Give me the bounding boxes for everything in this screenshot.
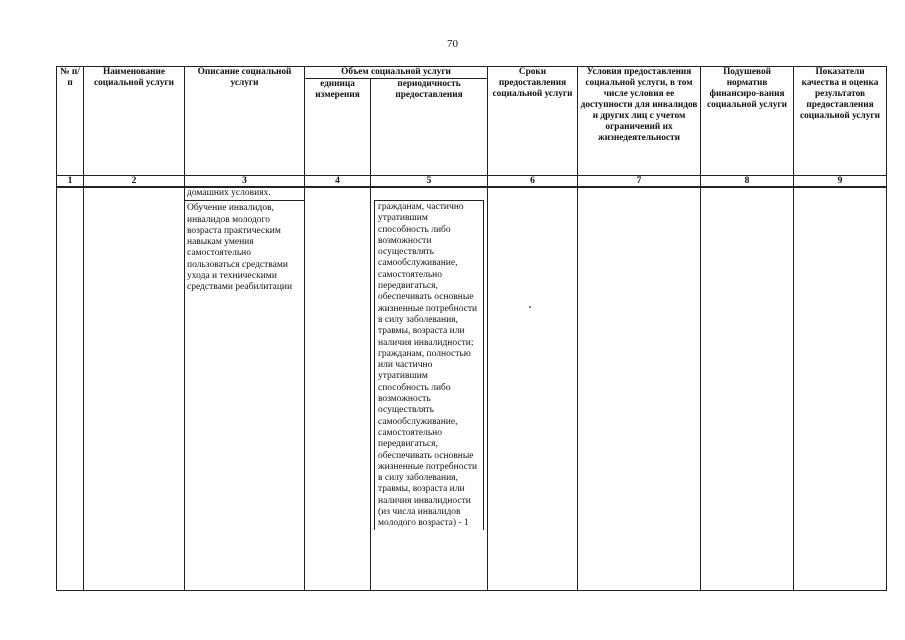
column-number: 3 [185,176,305,188]
description-continuation: домашних условиях. [185,188,304,201]
header-quality-indicators: Показатели качества и оценка результатов предоставления социальной услуги [794,67,887,176]
scan-speck [529,306,531,308]
cell-periodicity [371,187,488,591]
header-service-description: Описание социальной услуги [185,67,305,176]
header-row-top [57,67,887,79]
table-row [57,187,887,591]
column-number: 9 [794,176,887,188]
cell-service-description [185,187,305,591]
column-number: 2 [84,176,185,188]
cell-financing-norm [701,187,794,591]
header-service-name: Наименование социальной услуги [84,67,185,176]
header-number: № п/п [57,67,84,176]
column-number: 6 [488,176,578,188]
cell-unit [305,187,371,591]
header-periodicity: периодичность предоставления [371,79,488,176]
column-number: 8 [701,176,794,188]
cell-terms [488,187,578,591]
header-terms: Сроки предоставления социальной услуги [488,67,578,176]
column-number: 1 [57,176,84,188]
cell-quality-indicators [794,187,887,591]
column-number: 5 [371,176,488,188]
header-conditions: Условия предоставления социальной услуги, в том числе условия ее доступности для инвалидов и других лиц с учетом ограничений их жизнедеятельности [578,67,701,176]
column-number: 7 [578,176,701,188]
column-number: 4 [305,176,371,188]
cell-service-name [84,187,185,591]
header-unit: единица измерения [305,79,371,176]
description-text: Обучение инвалидов, инвалидов молодого возраста практическим навыкам умения самостоятельно пользоваться средствами ухода и техническими средствами реабилитации [187,203,293,293]
periodicity-text: гражданам, частично утратившим способность либо возможности осуществлять самообслуживание, самостоятельно передвигаться, обеспечивать основные жизненные потребности в силу заболевания, травмы, возраста или наличия инвалидности; гражданам, полностью или частично утратившим способность либо возможность осуществлять самообслуживание, самостоятельно передвигаться, обеспечивать основные жизненные потребности в силу заболевания, травмы, возраста или наличия инвалидности (из числа инвалидов молодого возраста) - 1 [374,200,484,530]
services-table [56,66,887,591]
page-number: 70 [447,38,458,50]
header-financing-norm: Подушевой норматив финансиро-вания социальной услуги [701,67,794,176]
column-numbers-row [57,176,887,188]
cell-conditions [578,187,701,591]
cell-number [57,187,84,591]
header-service-volume: Объем социальной услуги [305,67,488,79]
